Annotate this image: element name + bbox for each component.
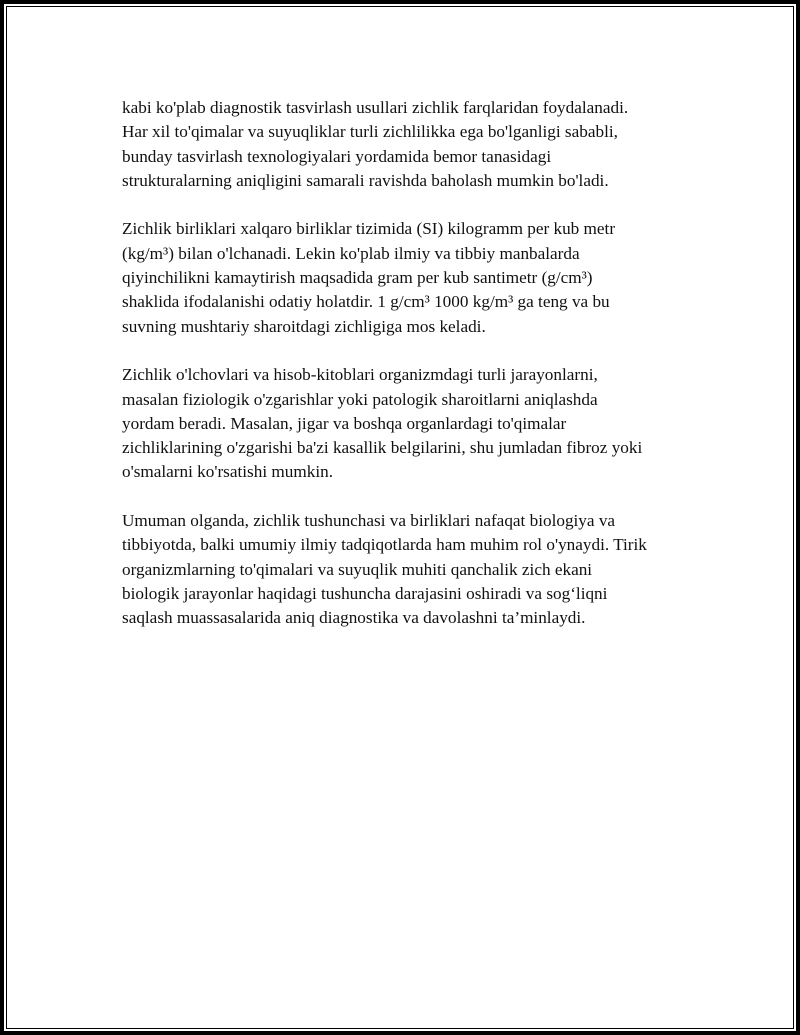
text-line: tibbiyotda, balki umumiy ilmiy tadqiqotlarda ham muhim rol o'ynaydi. Tirik	[122, 535, 647, 555]
text-line: qiyinchilikni kamaytirish maqsadida gram per kub santimetr (g/cm³)	[122, 268, 593, 288]
text-line: o'smalarni ko'rsatishi mumkin.	[122, 462, 333, 482]
text-line: Zichlik birliklari xalqaro birliklar tizimida (SI) kilogramm per kub metr	[122, 219, 616, 239]
text-line: Umuman olganda, zichlik tushunchasi va birliklari nafaqat biologiya va	[122, 511, 616, 531]
text-line: yordam beradi. Masalan, jigar va boshqa organlardagi to'qimalar	[122, 413, 567, 433]
text-line: bunday tasvirlash texnologiyalari yordamida bemor tanasidagi	[122, 146, 552, 166]
text-line: biologik jarayonlar haqidagi tushuncha darajasini oshiradi va sog‘liqni	[122, 583, 608, 603]
text-line: shaklida ifodalanishi odatiy holatdir. 1 g/cm³ 1000 kg/m³ ga teng va bu	[122, 292, 610, 312]
text-line: (kg/m³) bilan o'lchanadi. Lekin ko'plab ilmiy va tibbiy manbalarda	[122, 243, 580, 263]
text-line: saqlash muassasalarida aniq diagnostika va davolashni ta’minlaydi.	[122, 608, 586, 628]
text-line: suvning mushtariy sharoitdagi zichligiga mos keladi.	[122, 316, 486, 336]
text-line: Zichlik o'lchovlari va hisob-kitoblari organizmdagi turli jarayonlarni,	[122, 365, 598, 385]
paragraph-1	[122, 96, 712, 193]
text-line: strukturalarning aniqligini samarali ravishda baholash mumkin bo'ladi.	[122, 170, 609, 190]
text-line: masalan fiziologik o'zgarishlar yoki patologik sharoitlarni aniqlashda	[122, 389, 598, 409]
text-line: organizmlarning to'qimalari va suyuqlik muhiti qanchalik zich ekani	[122, 559, 593, 579]
paragraph-3	[122, 363, 712, 484]
paragraph-2	[122, 217, 712, 338]
text-line: kabi ko'plab diagnostik tasvirlash usullari zichlik farqlaridan foydalanadi.	[122, 98, 629, 117]
text-line: Har xil to'qimalar va suyuqliklar turli zichlilikka ega bo'lganligi sababli,	[122, 122, 618, 142]
document-body	[122, 96, 712, 655]
text-line: zichliklarining o'zgarishi ba'zi kasallik belgilarini, shu jumladan fibroz yoki	[122, 438, 643, 458]
paragraph-4	[122, 509, 712, 630]
